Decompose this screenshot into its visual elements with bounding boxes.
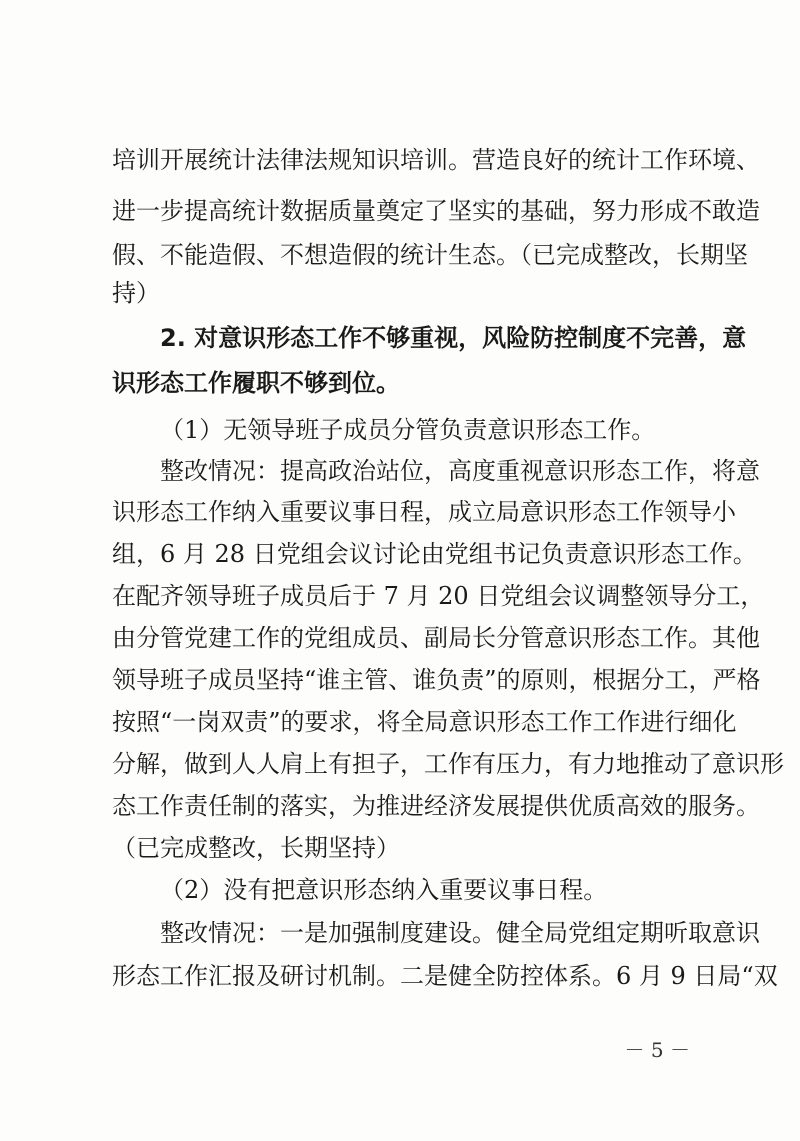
body-text-line: 整改情况：提高政治站位，高度重视意识形态工作，将意 — [160, 457, 760, 485]
body-text-line: 形态工作汇报及研讨机制。二是健全防控体系。6 月 9 日局“双 — [112, 962, 778, 990]
section-heading: 识形态工作履职不够到位。 — [112, 369, 400, 397]
body-text-line: 按照“一岗双责”的要求，将全局意识形态工作工作进行细化 — [112, 708, 737, 736]
subsection-heading: （1）无领导班子成员分管负责意识形态工作。 — [160, 416, 656, 444]
body-text-line: 态工作责任制的落实，为推进经济发展提供优质高效的服务。 — [112, 792, 760, 820]
body-text-line: 整改情况：一是加强制度建设。健全局党组定期听取意识 — [160, 919, 760, 947]
body-text-line: 组，6 月 28 日党组会议讨论由党组书记负责意识形态工作。 — [112, 540, 757, 568]
body-text-line: 由分管党建工作的党组成员、副局长分管意识形态工作。其他 — [112, 624, 760, 652]
body-text-line: 假、不能造假、不想造假的统计生态。（已完成整改，长期坚 — [112, 241, 748, 269]
body-text-line: 在配齐领导班子成员后于 7 月 20 日党组会议调整领导分工， — [112, 582, 765, 610]
body-text-line: 培训开展统计法律法规知识培训。营造良好的统计工作环境、 — [112, 146, 760, 174]
page-number: － 5 － — [624, 1038, 690, 1062]
body-text-line: 领导班子成员坚持“谁主管、谁负责”的原则，根据分工，严格 — [112, 666, 761, 694]
body-text-line: 持） — [112, 279, 160, 307]
body-text-line: 分解，做到人人肩上有担子，工作有压力，有力地推动了意识形 — [112, 750, 784, 778]
subsection-heading: （2）没有把意识形态纳入重要议事日程。 — [160, 876, 608, 904]
section-heading: 2. 对意识形态工作不够重视，风险防控制度不完善，意 — [160, 324, 747, 352]
body-text-line: （已完成整改，长期坚持） — [112, 834, 400, 862]
body-text-line: 进一步提高统计数据质量奠定了坚实的基础，努力形成不敢造 — [112, 197, 760, 225]
body-text-line: 识形态工作纳入重要议事日程，成立局意识形态工作领导小 — [112, 498, 736, 526]
